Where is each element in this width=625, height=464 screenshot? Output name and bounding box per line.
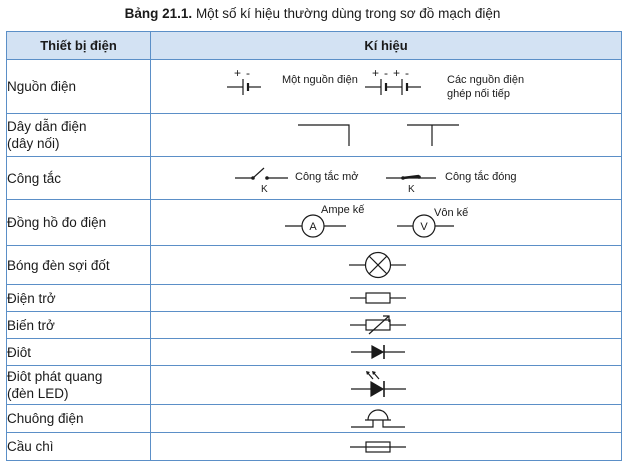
header-device: Thiết bị điện <box>7 32 151 60</box>
table-row <box>7 339 622 366</box>
wire-symbols <box>151 114 621 156</box>
header-symbol: Kí hiệu <box>151 32 622 60</box>
table-row <box>7 157 622 200</box>
table-row <box>7 433 622 461</box>
voltmeter-letter: V <box>420 221 428 233</box>
row-name-bell: Chuông điện <box>7 405 151 433</box>
plus-sign: + <box>372 66 380 80</box>
row-name-lamp: Bóng đèn sợi đốt <box>7 246 151 285</box>
row-symbol-resistor <box>151 285 622 312</box>
table-row <box>7 114 622 157</box>
rheostat-arrow <box>369 316 389 334</box>
row-symbol-meter <box>151 200 622 246</box>
table-caption <box>0 6 625 21</box>
row-symbol-rheostat <box>151 312 622 339</box>
row-symbol-power-source <box>151 60 622 114</box>
wire-corner <box>298 125 349 146</box>
diode-symbol <box>151 339 621 365</box>
row-symbol-bell <box>151 405 622 433</box>
label-closed-switch: Công tắc đóng <box>445 171 517 183</box>
plus-sign: + <box>234 66 242 80</box>
label-open-switch: Công tắc mở <box>295 171 359 183</box>
table-row <box>7 200 622 246</box>
fuse-symbol <box>151 433 621 460</box>
switch-symbols <box>151 157 621 199</box>
switch-open-k-label: K <box>261 184 268 195</box>
row-name-wire: Dây dẫn điện (dây nối) <box>7 114 151 157</box>
switch-open-lever <box>253 168 264 178</box>
led-symbol <box>151 366 621 404</box>
row-name-led: Điôt phát quang (đèn LED) <box>7 366 151 405</box>
table-row <box>7 60 622 114</box>
minus-sign: - <box>384 66 388 80</box>
label-ammeter: Ampe kế <box>321 204 365 216</box>
plus-sign: + <box>393 66 401 80</box>
table-row <box>7 285 622 312</box>
row-name-rheostat: Biến trở <box>7 312 151 339</box>
label-series-source-1: Các nguồn điện <box>447 74 525 86</box>
minus-sign: - <box>246 66 250 80</box>
table-row <box>7 366 622 405</box>
row-name-meter: Đồng hồ đo điện <box>7 200 151 246</box>
table-row <box>7 405 622 433</box>
bell-dome <box>368 410 388 420</box>
rheostat-symbol <box>151 312 621 338</box>
row-symbol-lamp <box>151 246 622 285</box>
ammeter-letter: A <box>309 221 317 233</box>
row-name-resistor: Điện trở <box>7 285 151 312</box>
lamp-symbol <box>151 246 621 284</box>
table-row <box>7 246 622 285</box>
table-row <box>7 312 622 339</box>
meter-symbols <box>151 200 621 245</box>
switch-closed-k-label: K <box>408 184 415 195</box>
header-row <box>7 32 622 60</box>
label-voltmeter: Vôn kế <box>434 207 469 219</box>
row-symbol-switch <box>151 157 622 200</box>
row-symbol-led <box>151 366 622 405</box>
caption-text: Một số kí hiệu thường dùng trong sơ đồ mạch điện <box>195 6 501 21</box>
minus-sign: - <box>405 66 409 80</box>
power-source-symbols <box>151 60 621 113</box>
label-series-source-2: ghép nối tiếp <box>447 88 510 100</box>
row-symbol-diode <box>151 339 622 366</box>
row-symbol-wire <box>151 114 622 157</box>
row-symbol-fuse <box>151 433 622 461</box>
led-triangle <box>371 382 383 396</box>
row-name-fuse: Cầu chì <box>7 433 151 461</box>
row-name-diode: Điôt <box>7 339 151 366</box>
row-name-power-source: Nguồn điện <box>7 60 151 114</box>
rheostat-body <box>366 320 390 330</box>
bell-symbol <box>151 405 621 432</box>
resistor-symbol <box>151 285 621 311</box>
caption-number: Bảng 21.1. <box>124 6 193 21</box>
resistor-body <box>366 293 390 303</box>
diode-triangle <box>372 346 383 358</box>
row-name-switch: Công tắc <box>7 157 151 200</box>
label-single-source: Một nguồn điện <box>282 74 358 86</box>
symbol-table <box>6 31 622 461</box>
